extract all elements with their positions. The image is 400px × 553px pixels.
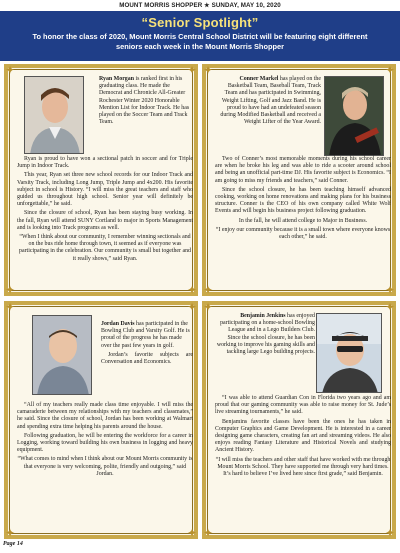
corner-ornament-icon: ✦ <box>384 526 396 540</box>
panel-jordan-davis <box>4 301 198 539</box>
paragraph: Benjamins favorite classes have been the ones he has taken in Computer Graphics and Game Development. He is interested in a career designing game characters, creating fan art and streaming videos. He also enjoys reading Fantasy Literature and Historical Novels and studying Ancient History. <box>215 418 391 454</box>
panel-benjamin-jenkins <box>202 301 396 539</box>
corner-ornament-icon: ✦ <box>202 300 214 314</box>
paragraph: Following graduation, he will be entering the workforce for a career in Logging, working toward building his own business in logging and heavy equipment. <box>17 432 193 454</box>
intro-text: is ranked first in his graduating class. He made the Democrat and Chronicle All-Greater Rochester Winter 2020 Honorable Mention List for Indoor Track. He has played on the Soccer Team and Track Team. <box>99 76 190 126</box>
corner-ornament-icon: ✦ <box>384 283 396 297</box>
paragraph: Since the closure of school, Ryan has been staying busy working. In the fall, Ryan will attend SUNY Cortland to major in Sports Management and is looking into Track programs as well. <box>17 210 193 231</box>
corner-ornament-icon: ✦ <box>4 283 16 297</box>
corner-ornament-icon: ✦ <box>202 283 214 297</box>
masthead: MOUNT MORRIS SHOPPER ★ SUNDAY, MAY 10, 2020 <box>119 2 281 9</box>
corner-ornament-icon: ✦ <box>186 63 198 77</box>
quote: “I will miss the teachers and other staff that have worked with me through Mount Morris School. They have supported me through very hard times. It’s hard to believe I’ve lived here since first grade,” said Benjamin. <box>215 456 391 478</box>
corner-ornament-icon: ✦ <box>186 300 198 314</box>
paragraph: In the fall, he will attend college to Major in Business. <box>238 217 368 224</box>
quote: “When I think about our community, I remember winning sectionals and on the bus ride home through town, it seemed as if everyone was participating in the celebration. Our community is small but together and it really shows,” said Ryan. <box>19 234 191 262</box>
corner-ornament-icon: ✦ <box>4 300 16 314</box>
paragraph: Two of Conner’s most memorable moments during his school career are when he broke his leg and was able to ride a scooter around school and being an unofficial part-time DJ. His favorite subject is Economics. “I am going to miss my friends and teachers,” said Conner. <box>215 156 391 184</box>
intro-text: has enjoyed participating on a home-school Bowling League and in a Lego Builders Club. Since the school closure, he has been working to improve his gaming skills and tackling large Lego building projects. <box>216 313 315 356</box>
corner-ornament-icon: ✦ <box>186 526 198 540</box>
corner-ornament-icon: ✦ <box>202 526 214 540</box>
page-number: Page 14 <box>3 541 23 547</box>
page-title: “Senior Spotlight” <box>141 15 259 30</box>
corner-ornament-icon: ✦ <box>384 63 396 77</box>
paragraph: This year, Ryan set three new school records for our Indoor Track and Varsity Track, including Long Jump, Triple Jump and 4x200. His favorite subject in school is History. “I will miss the great teachers and staff who guided us throughout high school. Senior year will definitely be unforgettable,” he said. <box>17 172 193 208</box>
corner-ornament-icon: ✦ <box>384 300 396 314</box>
paragraph: Since the school closure, he has been teaching himself advanced cooking, working on home renovations and making plans for his business structure. Conner is the CEO of his own company called White Wolf Events and will begin his business project following graduation. <box>215 186 391 215</box>
intro-text: has played on the Basketball Team, Baseball Team, Track Team and has participated in Swimming, Weight Lifting, Golf and Jazz Band. He is proud to have had an undefeated season during Modified Basketball and received a Weight Lifter of the Year Award. <box>220 76 321 126</box>
corner-ornament-icon: ✦ <box>186 283 198 297</box>
paragraph: Jordan’s favorite subjects are Conversation and Economics. <box>101 351 193 366</box>
title-banner <box>0 11 400 61</box>
student-name: Jordan Davis <box>101 321 135 327</box>
panel-ryan-morgan <box>4 64 198 296</box>
corner-ornament-icon: ✦ <box>4 63 16 77</box>
page-subtitle: To honor the class of 2020, Mount Morris Central School District will be featuring eight different seniors each week in the Mount Morris Shopper <box>32 32 368 51</box>
quote: “I enjoy our community because it is a small town where everyone knows each other,” he said. <box>215 226 391 241</box>
student-name: Ryan Morgan <box>99 76 134 82</box>
corner-ornament-icon: ✦ <box>4 526 16 540</box>
intro-text: has participated in the Bowling Club and Varsity Golf. He is proud of the progress he has made over the past few years in golf. <box>101 321 190 349</box>
corner-ornament-icon: ✦ <box>202 63 214 77</box>
paragraph: “All of my teachers really made class time enjoyable. I will miss the camaraderie between my relationships with my teachers and classmates,” he said. Since the closure of school, Jordan has been working at Walmart and spending extra time helping his parents around the house. <box>17 402 193 430</box>
panel-conner-markel <box>202 64 396 296</box>
paragraph: Ryan is proud to have won a sectional patch in soccer and for Triple Jump in Indoor Track. <box>17 156 193 170</box>
quote: “What comes to mind when I think about our Mount Morris community is that everyone is very welcoming, polite, friendly and outgoing,” said Jordan. <box>17 456 193 477</box>
paragraph: “I was able to attend Guardian Con in Florida two years ago and am proud that our gaming community was able to raise money for St. Jude’s live streaming tournaments,” he said. <box>215 395 391 416</box>
student-name: Benjamin Jenkins <box>240 313 286 319</box>
student-name: Conner Markel <box>239 76 279 82</box>
